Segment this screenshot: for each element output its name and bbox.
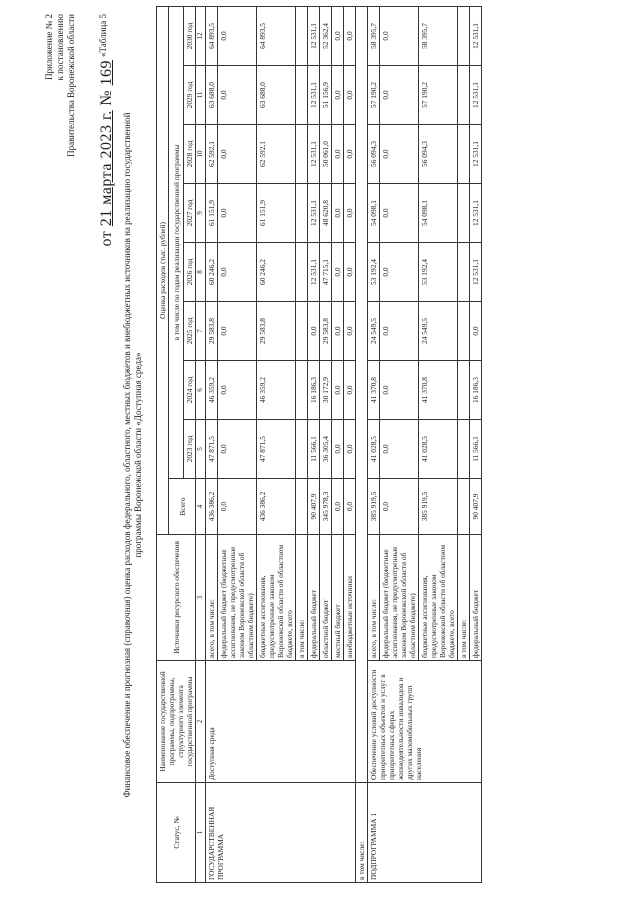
column-index: 8 [196,243,206,302]
year-value-cell: 57 190,2 [419,66,458,125]
header-year: 2030 год [184,6,196,65]
funding-source-cell: федеральный бюджет [470,535,482,661]
year-value-cell: 57 190,2 [368,66,380,125]
funding-source-cell: федеральный бюджет [308,535,320,661]
year-value-cell: 41 028,5 [419,420,458,479]
year-value-cell: 16 186,3 [308,361,320,420]
year-value-cell: 56 094,3 [419,125,458,184]
table-row [206,6,218,882]
year-value-cell: 0,0 [380,361,419,420]
year-value-cell: 12 531,1 [470,66,482,125]
column-index: 3 [196,535,206,661]
header-estimate: Оценка расходов (тыс. рублей) [157,6,169,534]
header-status: Статус, № [157,783,196,883]
year-value-cell: 12 531,1 [308,6,320,65]
year-value-cell: 63 688,0 [257,66,296,125]
order-date: 21 марта 2023 г. [98,110,115,227]
column-index: 10 [196,125,206,184]
year-value-cell [458,420,470,479]
year-value-cell: 60 246,2 [206,243,218,302]
year-value-cell: 61 151,9 [206,184,218,243]
header-year: 2028 год [184,125,196,184]
funding-source-cell: всего, в том числе: [368,535,380,661]
year-value-cell [458,184,470,243]
year-value-cell: 0,0 [344,184,356,243]
year-value-cell: 58 395,7 [419,6,458,65]
year-value-cell: 60 246,2 [257,243,296,302]
order-prefix: от [98,230,115,247]
total-value-cell: 345 978,3 [320,479,332,535]
year-value-cell: 63 688,0 [206,66,218,125]
year-value-cell: 36 305,4 [320,420,332,479]
year-value-cell: 52 362,4 [320,6,332,65]
total-value-cell: 90 407,9 [470,479,482,535]
header-total: Всего [169,479,196,535]
status-cell: ГОСУДАРСТВЕННАЯ ПРОГРАММА [206,783,356,883]
column-index: 6 [196,361,206,420]
funding-source-cell: в том числе: [296,535,308,661]
year-value-cell [458,6,470,65]
order-line [98,60,116,247]
year-value-cell [296,302,308,361]
year-value-cell: 0,0 [332,6,344,65]
year-value-cell: 51 156,9 [320,66,332,125]
table-label: «Таблица 5 [98,14,108,57]
year-value-cell: 0,0 [380,302,419,361]
year-value-cell: 12 531,1 [308,243,320,302]
total-value-cell: 0,0 [344,479,356,535]
header-year: 2026 год [184,243,196,302]
year-value-cell [296,125,308,184]
year-value-cell: 53 192,4 [419,243,458,302]
year-value-cell: 0,0 [332,302,344,361]
column-index: 1 [196,783,206,883]
year-value-cell: 29 583,8 [257,302,296,361]
year-value-cell: 11 566,1 [308,420,320,479]
year-value-cell: 41 370,8 [419,361,458,420]
year-value-cell: 12 531,1 [308,66,320,125]
year-value-cell: 0,0 [332,243,344,302]
year-value-cell: 47 871,5 [257,420,296,479]
year-value-cell: 0,0 [332,184,344,243]
total-value-cell: 90 407,9 [308,479,320,535]
column-index: 11 [196,66,206,125]
year-value-cell: 0,0 [218,66,257,125]
total-value-cell: 436 386,2 [206,479,218,535]
year-value-cell: 0,0 [380,243,419,302]
year-value-cell: 12 531,1 [308,184,320,243]
header-by-years: в том числе по годам реализации государственной программы [169,6,184,478]
funding-source-cell: всего, в том числе: [206,535,218,661]
document-title: Финансовое обеспечение и прогнозная (справочная) оценка расходов федерального, областного, местных бюджетов и внебюджетных источников на реализацию государственной программы Воронежской области «Доступная среда» [122,112,143,798]
year-value-cell: 12 531,1 [308,125,320,184]
year-value-cell: 12 531,1 [470,243,482,302]
column-index: 12 [196,6,206,65]
funding-source-cell: внебюджетные источники [344,535,356,661]
year-value-cell: 12 531,1 [470,125,482,184]
year-value-cell: 54 098,1 [419,184,458,243]
year-value-cell [296,6,308,65]
year-value-cell: 0,0 [218,243,257,302]
year-value-cell: 30 172,9 [320,361,332,420]
year-value-cell: 12 531,1 [470,6,482,65]
column-index: 7 [196,302,206,361]
year-value-cell [458,66,470,125]
year-value-cell [296,184,308,243]
year-value-cell: 0,0 [218,6,257,65]
funding-source-cell: в том числе: [458,535,470,661]
year-value-cell: 0,0 [380,66,419,125]
section-break-row [356,6,368,882]
table-row [368,6,380,882]
year-value-cell: 0,0 [332,66,344,125]
year-value-cell: 0,0 [470,302,482,361]
year-value-cell: 0,0 [380,420,419,479]
total-value-cell: 0,0 [218,479,257,535]
header-line: Правительства Воронежской области [66,14,76,157]
year-value-cell [458,243,470,302]
year-value-cell: 0,0 [218,125,257,184]
year-value-cell: 64 893,5 [206,6,218,65]
column-index: 4 [196,479,206,535]
section-break-label: в том числе: [356,783,368,883]
column-index: 9 [196,184,206,243]
year-value-cell: 0,0 [380,184,419,243]
funding-source-cell: федеральный бюджет (бюджетные ассигнования, не предусмотренные законом Воронежской области об областном бюджете) [218,535,257,661]
column-index: 2 [196,661,206,783]
year-value-cell: 0,0 [308,302,320,361]
total-value-cell: 436 386,2 [257,479,296,535]
year-value-cell: 0,0 [332,420,344,479]
year-value-cell: 24 549,5 [419,302,458,361]
funding-source-cell: местный бюджет [332,535,344,661]
funding-source-cell: бюджетные ассигнования, предусмотренные законом Воронежской области об областном бюджете, всего [257,535,296,661]
year-value-cell: 41 028,5 [368,420,380,479]
year-value-cell: 0,0 [380,125,419,184]
total-value-cell: 385 919,5 [419,479,458,535]
program-name-cell: Обеспечение условий доступности приоритетных объектов и услуг в приоритетных сферах жизнедеятельности инвалидов и других маломобильных групп населения [368,661,482,783]
year-value-cell [296,420,308,479]
total-value-cell [296,479,308,535]
year-value-cell: 62 592,1 [257,125,296,184]
header-line: к постановлению [55,14,65,81]
funding-source-cell: областной бюджет [320,535,332,661]
header-year: 2024 год [184,361,196,420]
program-name-cell: Доступная среда [206,661,356,783]
header-source: Источники ресурсного обеспечения [157,535,196,661]
year-value-cell: 11 566,1 [470,420,482,479]
year-value-cell: 0,0 [344,361,356,420]
order-no-label: № [98,90,115,106]
column-index: 5 [196,420,206,479]
funding-source-cell: бюджетные ассигнования, предусмотренные законом Воронежской области об областном бюджете, всего [419,535,458,661]
year-value-cell: 64 893,5 [257,6,296,65]
year-value-cell [458,125,470,184]
year-value-cell [296,361,308,420]
header-year: 2029 год [184,66,196,125]
year-value-cell: 41 370,8 [368,361,380,420]
year-value-cell [458,302,470,361]
year-value-cell: 46 359,2 [206,361,218,420]
year-value-cell: 12 531,1 [470,184,482,243]
year-value-cell: 0,0 [332,361,344,420]
year-value-cell: 29 583,8 [206,302,218,361]
year-value-cell [296,243,308,302]
empty-cell [356,6,368,782]
year-value-cell: 47 715,1 [320,243,332,302]
year-value-cell: 0,0 [218,361,257,420]
header-name: Наименование государственной программы, подпрограммы, структурного элемента государственной программы [157,661,196,783]
total-value-cell [458,479,470,535]
year-value-cell: 56 094,3 [368,125,380,184]
finance-table [156,6,482,883]
year-value-cell: 0,0 [344,302,356,361]
year-value-cell: 0,0 [344,243,356,302]
year-value-cell [458,361,470,420]
year-value-cell: 0,0 [218,184,257,243]
year-value-cell: 48 620,8 [320,184,332,243]
year-value-cell: 0,0 [332,125,344,184]
year-value-cell: 62 592,1 [206,125,218,184]
total-value-cell: 0,0 [332,479,344,535]
year-value-cell: 24 549,5 [368,302,380,361]
approval-header [44,14,77,254]
year-value-cell: 53 192,4 [368,243,380,302]
year-value-cell: 50 061,0 [320,125,332,184]
total-value-cell: 385 919,5 [368,479,380,535]
year-value-cell: 0,0 [344,6,356,65]
status-cell: ПОДПРОГРАММА 1 [368,783,482,883]
header-line: Приложение № 2 [44,14,54,80]
year-value-cell: 0,0 [344,125,356,184]
header-year: 2023 год [184,420,196,479]
year-value-cell: 46 359,2 [257,361,296,420]
year-value-cell [296,66,308,125]
year-value-cell: 0,0 [380,6,419,65]
year-value-cell: 29 583,8 [320,302,332,361]
order-number: 169 [98,60,115,86]
total-value-cell: 0,0 [380,479,419,535]
year-value-cell: 54 098,1 [368,184,380,243]
header-year: 2025 год [184,302,196,361]
year-value-cell: 0,0 [344,66,356,125]
year-value-cell: 0,0 [218,302,257,361]
year-value-cell: 0,0 [344,420,356,479]
year-value-cell: 47 871,5 [206,420,218,479]
funding-source-cell: федеральный бюджет (бюджетные ассигнования, не предусмотренные законом Воронежской области об областном бюджете) [380,535,419,661]
year-value-cell: 16 186,3 [470,361,482,420]
year-value-cell: 0,0 [218,420,257,479]
header-year: 2027 год [184,184,196,243]
year-value-cell: 58 395,7 [368,6,380,65]
year-value-cell: 61 151,9 [257,184,296,243]
